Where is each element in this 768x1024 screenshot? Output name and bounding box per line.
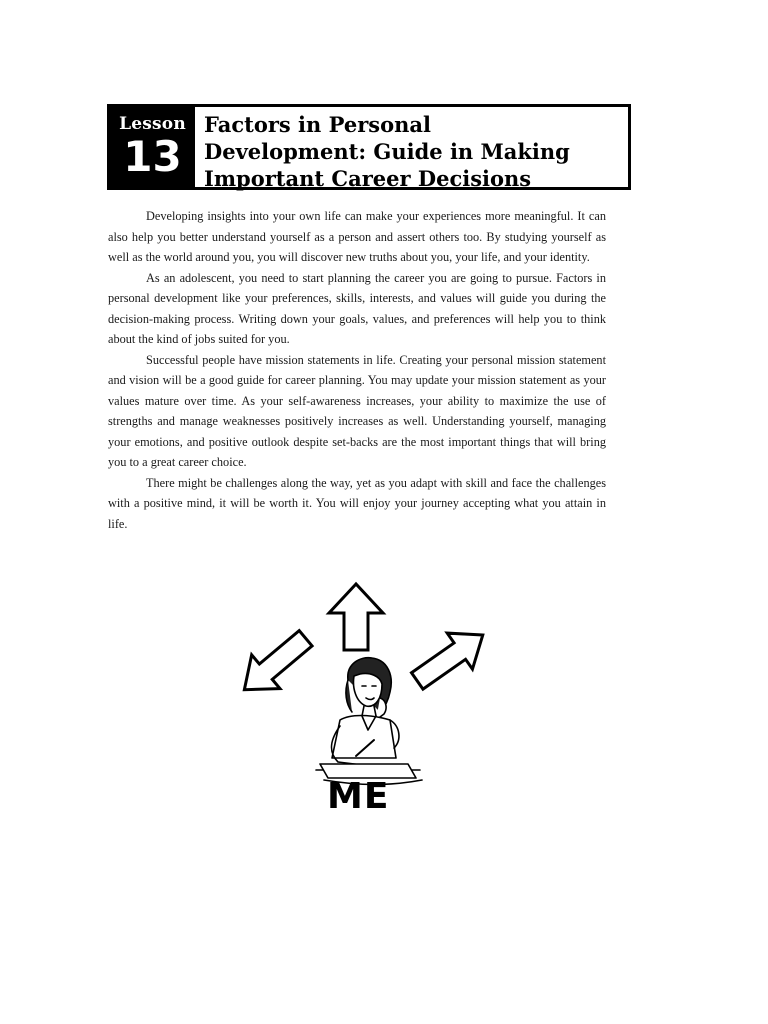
- arrow-upright-icon: [405, 617, 496, 699]
- lesson-badge: [110, 107, 195, 187]
- girl-writing-icon: [316, 658, 422, 785]
- paragraph-3: Successful people have mission statements in life. Creating your personal mission statement and vision will be a good guide for career planning. You may update your mission statement as your values mature over time. As your self-awareness increases, your ability to maximize the use of strengths and manage weaknesses positively increases as well. Understanding yourself, managing your emotions, and positive outlook despite set-backs are the most important things that will bring you to a great career choice.: [108, 352, 606, 469]
- title-line-2: Development: Guide in Making: [204, 139, 570, 164]
- lesson-number: 13: [123, 132, 182, 181]
- me-label: ME: [327, 776, 390, 817]
- lesson-header: [107, 104, 631, 190]
- paragraph-4: There might be challenges along the way, yet as you adapt with skill and face the challenges with a positive mind, it will be worth it. You will enjoy your journey accepting what you attain in life.: [108, 475, 606, 531]
- title-line-1: Factors in Personal: [204, 112, 431, 137]
- paragraph-1: Developing insights into your own life can make your experiences more meaningful. It can also help you better understand yourself as a person and assert others too. By studying yourself as well as the world around you, you will discover new truths about you, your life, and your identity.: [108, 209, 606, 264]
- lesson-title: [195, 107, 570, 191]
- lesson-body: [108, 206, 606, 534]
- arrow-up-icon: [329, 584, 383, 650]
- arrow-upleft-icon: [230, 621, 320, 706]
- paragraph-2: As an adolescent, you need to start planning the career you are going to pursue. Factors in personal development like your preferences, skills, interests, and values will guide you during the decision-making process. Writing down your goals, values, and preferences will help you to think about the kind of jobs suited for you.: [108, 270, 606, 346]
- title-line-3: Important Career Decisions: [204, 166, 532, 191]
- lesson-word: Lesson: [119, 114, 186, 134]
